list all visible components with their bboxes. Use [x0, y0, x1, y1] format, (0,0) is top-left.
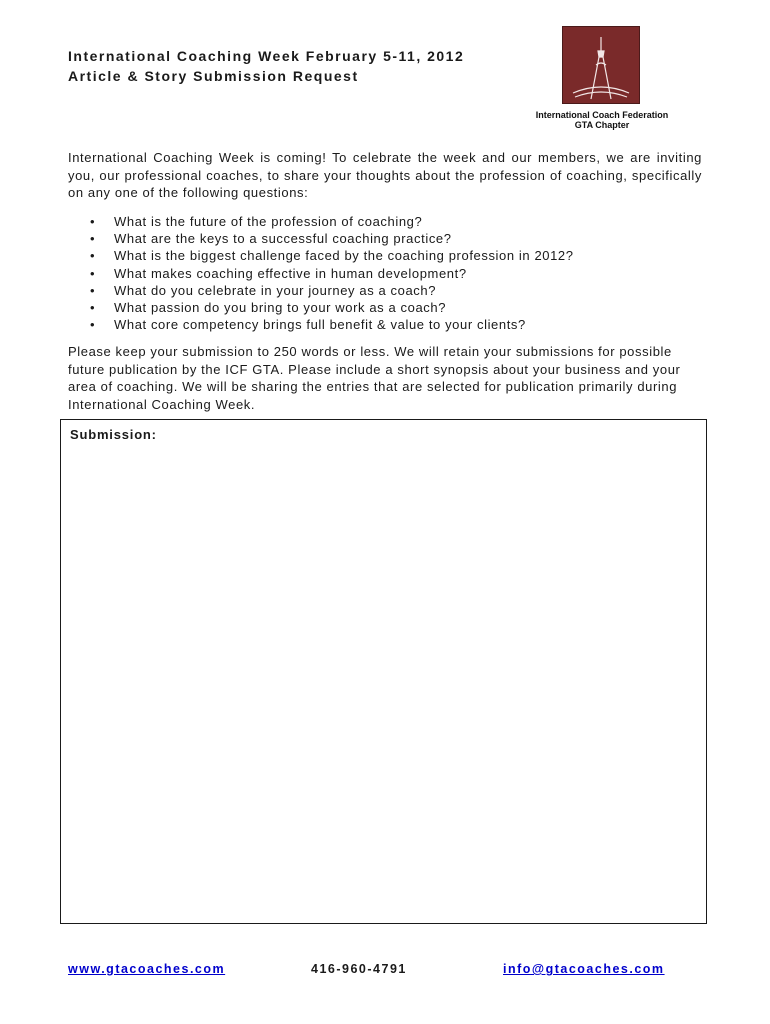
question-text: What are the keys to a successful coaching practice? — [114, 231, 452, 247]
bullet-icon: • — [90, 214, 96, 229]
logo-caption-line1: International Coach Federation — [535, 110, 669, 120]
bullet-icon: • — [90, 248, 96, 264]
website-link[interactable]: www.gtacoaches.com — [68, 962, 226, 976]
question-list — [68, 213, 574, 333]
list-item — [68, 316, 574, 333]
bullet-icon: • — [90, 231, 96, 247]
logo-caption — [532, 110, 672, 130]
bullet-icon: • — [90, 282, 96, 298]
closing-paragraph: Please keep your submission to 250 words or less. We will retain your submissions for possible future publication by the ICF GTA. Please include a short synopsis about your business and your area of coaching. We will be sharing the entries that are selected for publication primarily during International Coaching Week. — [68, 344, 681, 412]
phone-number: 416-960-4791 — [311, 962, 407, 976]
list-item — [68, 299, 574, 316]
icf-gta-logo — [532, 26, 672, 130]
logo-caption-line2: GTA Chapter — [574, 120, 630, 130]
submission-label: Submission: — [70, 427, 157, 442]
bullet-icon: • — [90, 265, 96, 281]
intro-paragraph: International Coaching Week is coming! To celebrate the week and our members, we are inviting you, our professional coaches, to share your thoughts about the profession of coaching, specifically on any one of the following questions: — [68, 150, 702, 200]
submission-field[interactable] — [60, 419, 707, 924]
list-item — [68, 282, 574, 299]
document-subtitle: Article & Story Submission Request — [68, 68, 359, 84]
question-text: What makes coaching effective in human development? — [114, 265, 467, 281]
cn-tower-logo-icon — [562, 26, 640, 104]
question-text: What is the future of the profession of coaching? — [114, 214, 423, 229]
email-link[interactable]: info@gtacoaches.com — [503, 962, 665, 976]
list-item — [68, 230, 574, 247]
list-item — [68, 247, 574, 264]
question-text: What passion do you bring to your work as a coach? — [114, 300, 447, 316]
list-item — [68, 213, 574, 230]
bullet-icon: • — [90, 300, 96, 316]
bullet-icon: • — [90, 317, 96, 333]
question-text: What do you celebrate in your journey as a coach? — [114, 282, 437, 298]
document-title: International Coaching Week February 5-11, 2012 — [68, 48, 465, 64]
list-item — [68, 265, 574, 282]
question-text: What core competency brings full benefit & value to your clients? — [114, 317, 526, 333]
question-text: What is the biggest challenge faced by the coaching profession in 2012? — [114, 248, 574, 264]
